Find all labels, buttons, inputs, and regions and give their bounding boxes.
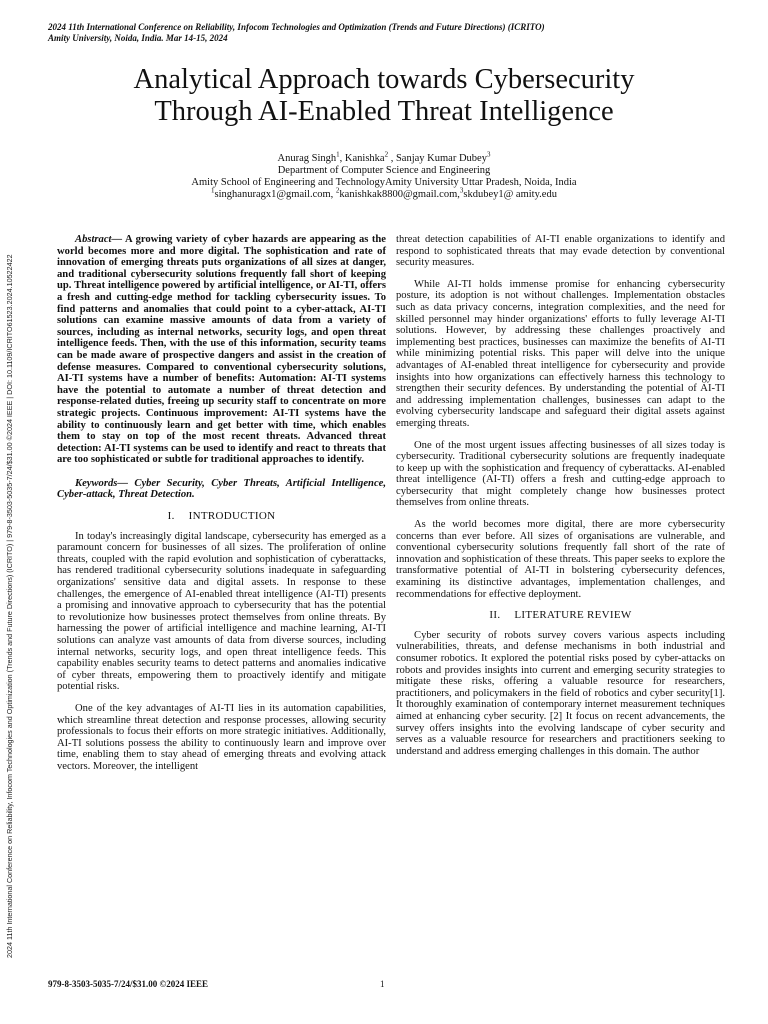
affiliation: Amity School of Engineering and TechnologyAmity University Uttar Pradesh, Noida, India (191, 177, 577, 188)
email-2: kanishkak8800@gmail.com, (339, 189, 460, 200)
right-column (396, 234, 725, 767)
left-column (57, 234, 386, 783)
page-number: 1 (380, 979, 385, 989)
abstract (57, 234, 386, 466)
author-2: , Kanishka (339, 153, 385, 164)
conference-venue: Amity University, Noida, India. Mar 14-15, 2024 (48, 33, 228, 43)
paragraph: Cyber security of robots survey covers various aspects including vulnerabilities, threats, and defense mechanisms in both industrial and consumer robotics. It explored the potential risks posed by cyber-attacks on robots and provides insights into current and emerging security strategies to mitigate these risks, offering a valuable resource for researchers, practitioners, and policymakers in the field of robotics and cyber security[1]. It thoroughly examination of contemporary internet measurement techniques aimed at enhancing cyber security. [2] It focus on recent advancements, the survey offers insights into the evolving landscape of cyber security and serves as a valuable resource for researchers and practitioners seeking to understand and address emerging challenges in this domain. The author (396, 629, 725, 757)
running-header (48, 22, 728, 44)
section-heading-introduction: I. INTRODUCTION (167, 510, 276, 523)
paper-title (60, 64, 708, 128)
paragraph: In today's increasingly digital landscape, cybersecurity has emerged as a paramount concern for businesses of all sizes. The proliferation of online threats, coupled with the rapid evolution and sophistication of cyberattacks, has rendered traditional cybersecurity solutions inadequate in safeguarding organizations' sensitive data and digital assets. In response to these challenges, the emergence of AI-enabled threat intelligence (AI-TI) presents a promising and innovative approach to cybersecurity that has the potential to revolutionize how businesses protect themselves from online threats. By harnessing the power of artificial intelligence and machine learning, AI-TI solutions can analyze vast amounts of data from diverse sources, including internal networks, security logs, and open threat intelligence feeds. This capability enables security teams to detect patterns and anomalies indicative of cyber threats, empowering them to proactively identify and mitigate potential risks. (57, 530, 386, 693)
author-block (100, 150, 668, 201)
title-line-2: Through AI-Enabled Threat Intelligence (154, 96, 614, 127)
paragraph: One of the key advantages of AI-TI lies in its automation capabilities, which streamline threat detection and response processes, allowing security professionals to focus their efforts on more strategic initiatives. Additionally, AI-TI solutions possess the ability to continuously learn and improve over time, enabling them to stay ahead of emerging threats and evolving attack vectors. Moreover, the intelligent (57, 702, 386, 772)
abstract-lead: Abstract— (75, 234, 123, 245)
paragraph: One of the most urgent issues affecting businesses of all sizes today is cybersecurity. Traditional cybersecurity solutions are frequently inadequate to keep up with the sophistication and frequency of cyberattacks. AI-enabled threat intelligence (AI-TI) offers a fresh and cutting-edge approach to cybersecurity that might completely change how businesses protect themselves from online threats. (396, 439, 725, 509)
email-3: skdubey1@ amity.edu (463, 189, 557, 200)
author-emails: $^1$singhanuragx1@gmail.com, $^2$kanishkak8800@gmail.com,$^3$skdubey1@ amity.edu (211, 186, 557, 200)
footer-isbn: 979-8-3503-5035-7/24/$31.00 ©2024 IEEE (48, 979, 208, 989)
keywords: Keywords— Cyber Security, Cyber Threats, Artificial Intelligence, Cyber-attack, Threat Detection. (57, 477, 386, 501)
email-1: singhanuragx1@gmail.com, (214, 189, 336, 200)
author-names: Anurag Singh$^1$, Kanishka$^2$ , Sanjay Kumar Dubey$^3$ (277, 150, 491, 164)
paragraph: As the world becomes more digital, there are more cybersecurity concerns than ever before. All sizes of organisations are vulnerable, and conventional cybersecurity solutions frequently fall short of the rate of innovation and sophistication of these threats. This paper seeks to explore the transformative potential of AI-TI in bolstering cybersecurity defences, examining its distinctive advantages, implementation challenges, and recommendations for effective deployment. (396, 519, 725, 600)
department: Department of Computer Science and Engineering (277, 165, 491, 176)
author-3: , Sanjay Kumar Dubey (388, 153, 487, 164)
title-line-1: Analytical Approach towards Cybersecurity (133, 64, 635, 95)
author-1: Anurag Singh (277, 153, 337, 164)
conference-name: 2024 11th International Conference on Reliability, Infocom Technologies and Optimization (Trends and Future Directions) (ICRITO) (48, 22, 545, 32)
abstract-text: A growing variety of cyber hazards are appearing as the world becomes more and more digital. The sophistication and rate of innovation of emerging threats puts organizations of all sizes at danger, and traditional cybersecurity solutions frequently fall short of keeping up. Threat intelligence powered by artificial intelligence, or AI-TI, offers a fresh and cutting-edge method for tackling cybersecurity issues. To find patterns and anomalies that could point to a cyber-attack, AI-TI solutions can examine massive amounts of data from a variety of sources, including as internal networks, security logs, and open threat intelligence feeds. Then, with the use of this information, security teams can be made aware of prospective dangers and assist in the creation of defense measures. Compared to conventional cybersecurity solutions, AI-TI systems have a number of benefits: Automation: AI-TI systems have the potential to automate a number of threat detection and response-related duties, freeing up security staff to concentrate on more strategic projects. Continuous improvement: AI-TI systems have the ability to continuously learn and get better with time, which enables them to stay on top of the most recent threats. Advanced threat detection: AI-TI systems can be used to identify and react to threats that are too sophisticated or subtle for traditional approaches to identify. (57, 234, 386, 466)
paragraph: threat detection capabilities of AI-TI enable organizations to identify and respond to sophisticated threats that may evade detection by conventional security measures. (396, 234, 725, 269)
side-doi-strip: 2024 11th International Conference on Reliability, Infocom Technologies and Optimization (Trends and Future Directions) (ICRITO) | 979-8-3503-5035-7/24/$31.00 ©2024 IEEE | DOI: 10.1109/ICRITO61523.2024.10522422 (5, 254, 14, 958)
section-heading-literature-review: II. LITERATURE REVIEW (489, 609, 632, 622)
paragraph: While AI-TI holds immense promise for enhancing cybersecurity posture, its adoption is not without challenges. Implementation obstacles such as data privacy concerns, integration complexities, and the need for skilled personnel may hinder organizations' efforts to fully leverage AI-TI solutions. However, by addressing these challenges proactively and implementing best practices, businesses can maximize the benefits of AI-TI while minimizing potential risks. This paper will delve into the unique advantages of AI-enabled threat intelligence for cybersecurity and provide insights into how organizations can effectively harness this technology to strengthen their security defences. By understanding the potential of AI-TI and addressing implementation challenges, businesses can adapt to the evolving cybersecurity landscape and safeguard their digital assets against emerging threats. (396, 278, 725, 429)
